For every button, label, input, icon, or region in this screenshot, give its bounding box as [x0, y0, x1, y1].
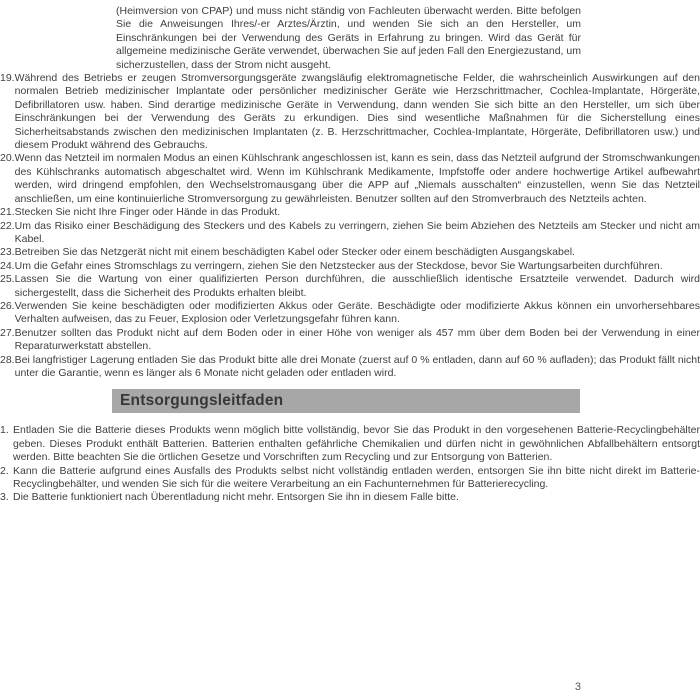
item-number: 28.	[0, 353, 15, 366]
item-text: Bei langfristiger Lagerung entladen Sie das Produkt bitte alle drei Monate (zuerst auf 0 % entladen, dann auf 60 % aufladen); das Produkt fällt nicht unter die Garantie, wenn es länger als 6 Monate nicht geladen oder entladen wird.	[14, 353, 700, 379]
item-text: Benutzer sollten das Produkt nicht auf dem Boden oder in einer Höhe von weniger als 457 mm über dem Boden bei der Verwendung in einer Reparaturwerkstatt abstellen.	[14, 326, 700, 353]
list-item	[0, 327, 700, 354]
item-number: 19.	[0, 72, 15, 85]
item-number: 1.	[0, 424, 9, 437]
item-text: Verwenden Sie keine beschädigten oder modifizierten Akkus oder Geräte. Beschädigte oder modifizierte Akkus können ein unvorhersehbares Verhalten aufweisen, das zu Feuer, Explosion oder Verletzungsgefahr führen kann.	[14, 299, 700, 326]
item-number: 26.	[0, 299, 15, 312]
list-item	[0, 273, 700, 300]
item-number: 25.	[0, 273, 15, 286]
item-text: Während des Betriebs er zeugen Stromversorgungsgeräte zwangsläufig elektromagnetische Felder, die wahrscheinlich Auswirkungen auf den normalen Betrieb medizinischer Implantate oder persönlicher medizinischer Geräte wie Herzschrittmacher, Cochlea-Implantate, Hörgeräte, Defibrillatoren usw. haben. Sind derartige medizinische Geräte in Verwendung, dann wenden Sie sich bitte an den Hersteller, um sich über Einschränkungen bei der Verwendung des Geräts zu erkundigen. Dies sind wesentliche Maßnahmen für die Sicherstellung eines Sicherheitsabstands zwischen den medizinischen Implantaten (z. B. Herzschrittmacher, Cochlea-Implantate, Hörgeräte, Defibrillatoren usw.) und diesem Produkt während des Gebrauchs.	[14, 72, 700, 152]
list-item	[0, 354, 700, 381]
list-item	[0, 152, 700, 206]
list-item	[0, 220, 700, 247]
list-item	[0, 260, 700, 273]
item-number: 21.	[0, 206, 15, 219]
list-item	[0, 72, 700, 152]
list-item	[0, 300, 700, 327]
section-title: Entsorgungsleitfaden	[120, 392, 284, 410]
item-text: Die Batterie funktioniert nach Überentladung nicht mehr. Entsorgen Sie ihn in diesem Falle bitte.	[13, 491, 459, 504]
item-text: Betreiben Sie das Netzgerät nicht mit einem beschädigten Kabel oder Stecker oder einem beschädigten Ausgangskabel.	[14, 246, 575, 259]
item-text: Wenn das Netzteil im normalen Modus an einen Kühlschrank angeschlossen ist, kann es sein, dass das Netzteil aufgrund der Stromschwankungen des Kühlschranks automatisch abgeschaltet wird. Wenn im Kühlschrank Medikamente, Impfstoffe oder andere hochwertige Artikel aufbewahrt werden, wird dringend empfohlen, den Wechselstromausgang über die APP auf „Niemals ausschalten“ einzustellen, wenn Sie das Netzteil anschließen, um eine kontinuierliche Stromversorgung zu gewährleisten. Benutzer sollten auf den Stromverbrauch des Netzteils achten.	[14, 152, 700, 205]
section-header	[112, 389, 580, 413]
list-item	[0, 465, 700, 492]
item-text: Stecken Sie nicht Ihre Finger oder Hände in das Produkt.	[14, 206, 281, 219]
page-number: 3	[574, 681, 581, 693]
disposal-list	[0, 424, 700, 504]
intro-paragraph: (Heimversion von CPAP) und muss nicht ständig von Fachleuten überwacht werden. Bitte befolgen Sie die Anweisungen Ihres/-er Arztes/Ärztin, und wenden Sie sich an den Hersteller, um Einschränkungen bei der Verwendung des Geräts in Erfahrung zu bringen. Wird das Gerät für allgemeine medizinische Geräte verwendet, überwachen Sie auf jeden Fall den Energiezustand, um sicherzustellen, dass der Strom nicht ausgeht.	[116, 5, 581, 71]
list-item	[0, 491, 700, 504]
item-text: Kann die Batterie aufgrund eines Ausfalls des Produkts selbst nicht vollständig entladen werden, entsorgen Sie ihn bitte nicht direkt im Batterie-Recyclingbehälter, und wenden Sie sich für die weitere Verarbeitung an ein Fachunternehmen für Batterierecycling.	[13, 464, 700, 490]
item-text: Um die Gefahr eines Stromschlags zu verringern, ziehen Sie den Netzstecker aus der Steckdose, bevor Sie Wartungsarbeiten durchführen.	[14, 259, 663, 272]
item-number: 22.	[0, 219, 15, 232]
item-number: 3.	[0, 491, 9, 504]
list-item	[0, 246, 700, 259]
item-number: 2.	[0, 464, 9, 477]
item-number: 23.	[0, 246, 15, 259]
list-item	[0, 424, 700, 464]
item-number: 24.	[0, 259, 15, 272]
item-number: 27.	[0, 326, 15, 339]
safety-list	[0, 72, 700, 380]
item-text: Lassen Sie die Wartung von einer qualifizierten Person durchführen, die ausschließlich identische Ersatzteile verwendet. Dadurch wird sichergestellt, dass die Sicherheit des Produkts erhalten bleibt.	[14, 273, 700, 299]
list-item	[0, 206, 700, 219]
item-text: Um das Risiko einer Beschädigung des Steckers und des Kabels zu verringern, ziehen Sie beim Abziehen des Netzteils am Stecker und nicht am Kabel.	[14, 219, 700, 245]
item-text: Entladen Sie die Batterie dieses Produkts wenn möglich bitte vollständig, bevor Sie das Produkt in den vorgesehenen Batterie-Recyclingbehälter geben. Dieses Produkt enthält Batterien. Batterien enthalten gefährliche Chemikalien und dürfen nicht in gewöhnlichen Abfallbehältern entsorgt werden. Bitte beachten Sie die örtlichen Gesetze und Vorschriften zum Recycling und zur Entsorgung von Batterien.	[13, 424, 700, 464]
item-number: 20.	[0, 152, 15, 165]
